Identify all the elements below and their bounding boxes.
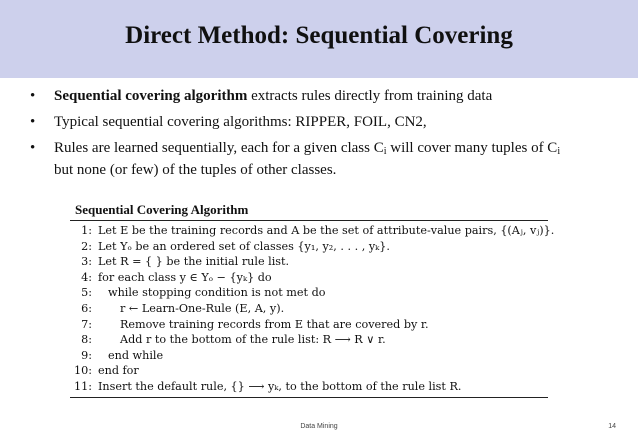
algorithm-top-rule [70, 220, 548, 221]
line-number: 1: [81, 224, 92, 237]
algorithm-listing [72, 223, 555, 395]
line-number: 4: [81, 270, 92, 284]
bullet-item [30, 113, 620, 132]
algorithm-line [72, 348, 552, 364]
line-code: r ← Learn-One-Rule (E, A, y). [120, 301, 285, 315]
footer-title: Data Mining [300, 423, 338, 430]
bullet-text: but none (or few) of the tuples of other classes. [54, 162, 337, 178]
line-code: Let E be the training records and A be the set of attribute-value pairs, {(Aⱼ, vⱼ)}. [98, 224, 555, 237]
algorithm-line [72, 254, 552, 270]
algorithm-line [72, 363, 552, 379]
algorithm-bottom-rule [70, 397, 548, 398]
line-code: for each class y ∈ Yₒ − {yₖ} do [98, 270, 272, 284]
line-code: Add r to the bottom of the rule list: R ⟶ R ∨ r. [120, 333, 386, 347]
algorithm-title: Sequential Covering Algorithm [75, 202, 249, 217]
line-number: 11: [73, 379, 92, 393]
line-number: 5: [81, 286, 92, 300]
line-code: end while [108, 348, 164, 362]
page-number: 14 [608, 423, 616, 430]
line-number: 7: [81, 317, 92, 331]
bullet-bold-text: Sequential covering algorithm [54, 88, 248, 104]
line-number: 2: [81, 239, 92, 253]
line-code: Let R = { } be the initial rule list. [98, 255, 290, 269]
bullet-item [30, 87, 620, 106]
bullet-text: extracts rules directly from training data [247, 88, 493, 104]
slide-title: Direct Method: Sequential Covering [125, 22, 513, 49]
bullet-item [30, 139, 620, 180]
line-code: Remove training records from E that are covered by r. [120, 317, 429, 331]
algorithm-line [72, 301, 552, 317]
subscript: i [557, 146, 561, 157]
bullet-text: Typical sequential covering algorithms: RIPPER, FOIL, CN2, [54, 114, 427, 130]
algorithm-line [72, 270, 552, 286]
bullet-text: Rules are learned sequentially, each for a given class C [54, 140, 384, 156]
algorithm-line [72, 239, 552, 255]
bullet-dot: • [30, 88, 36, 104]
algorithm-line [72, 317, 552, 333]
line-code: Insert the default rule, {} ⟶ yₖ, to the bottom of the rule list R. [98, 379, 462, 393]
line-number: 10: [73, 364, 92, 378]
line-code: end for [98, 364, 139, 378]
bullet-dot: • [30, 114, 36, 130]
subscript: i [383, 146, 387, 157]
line-code: while stopping condition is not met do [108, 286, 326, 300]
algorithm-line [72, 332, 552, 348]
algorithm-line [72, 379, 552, 395]
bullet-list [30, 87, 620, 187]
line-number: 8: [81, 333, 92, 347]
line-number: 9: [81, 348, 92, 362]
algorithm-line [72, 223, 555, 239]
algorithm-line [72, 285, 552, 301]
bullet-dot: • [30, 140, 36, 156]
line-number: 6: [81, 301, 92, 315]
line-number: 3: [81, 255, 92, 269]
line-code: Let Yₒ be an ordered set of classes {y₁, y₂, . . . , yₖ}. [98, 239, 390, 253]
bullet-text: will cover many tuples of C [386, 140, 558, 156]
